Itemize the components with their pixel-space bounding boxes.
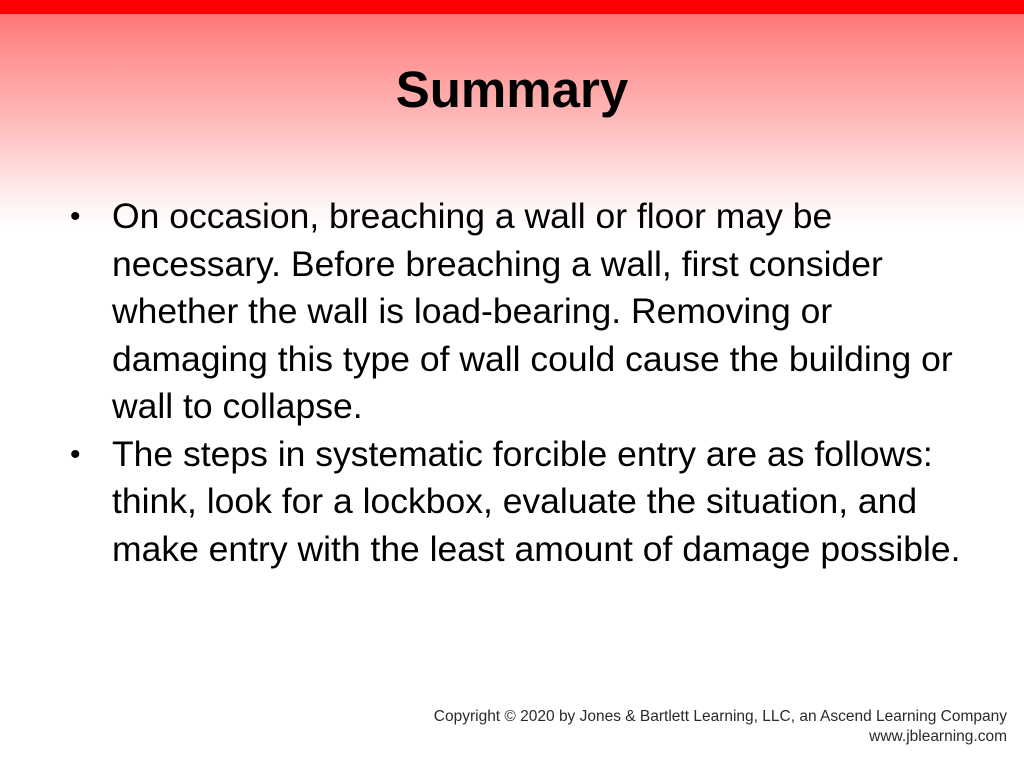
bullet-item <box>70 193 970 431</box>
top-accent-bar <box>0 0 1024 14</box>
copyright-notice: Copyright © 2020 by Jones & Bartlett Learning, LLC, an Ascend Learning Company <box>433 708 1007 725</box>
website-link[interactable]: www.jblearning.com <box>869 728 1007 745</box>
bullet-text: On occasion, breaching a wall or floor may be necessary. Before breaching a wall, first consider whether the wall is load-bearing. Removing or damaging this type of wall could cause the building or wall to collapse. <box>112 196 953 426</box>
bullet-marker: • <box>70 200 81 233</box>
bullet-marker: • <box>70 437 81 471</box>
bullet-item <box>70 431 970 574</box>
slide-title: Summary <box>395 61 629 118</box>
bullet-text: The steps in systematic forcible entry are as follows: think, look for a lockbox, evaluate the situation, and make entry with the least amount of damage possible. <box>112 433 961 569</box>
bullet-list <box>70 193 970 573</box>
footer <box>434 707 1007 747</box>
